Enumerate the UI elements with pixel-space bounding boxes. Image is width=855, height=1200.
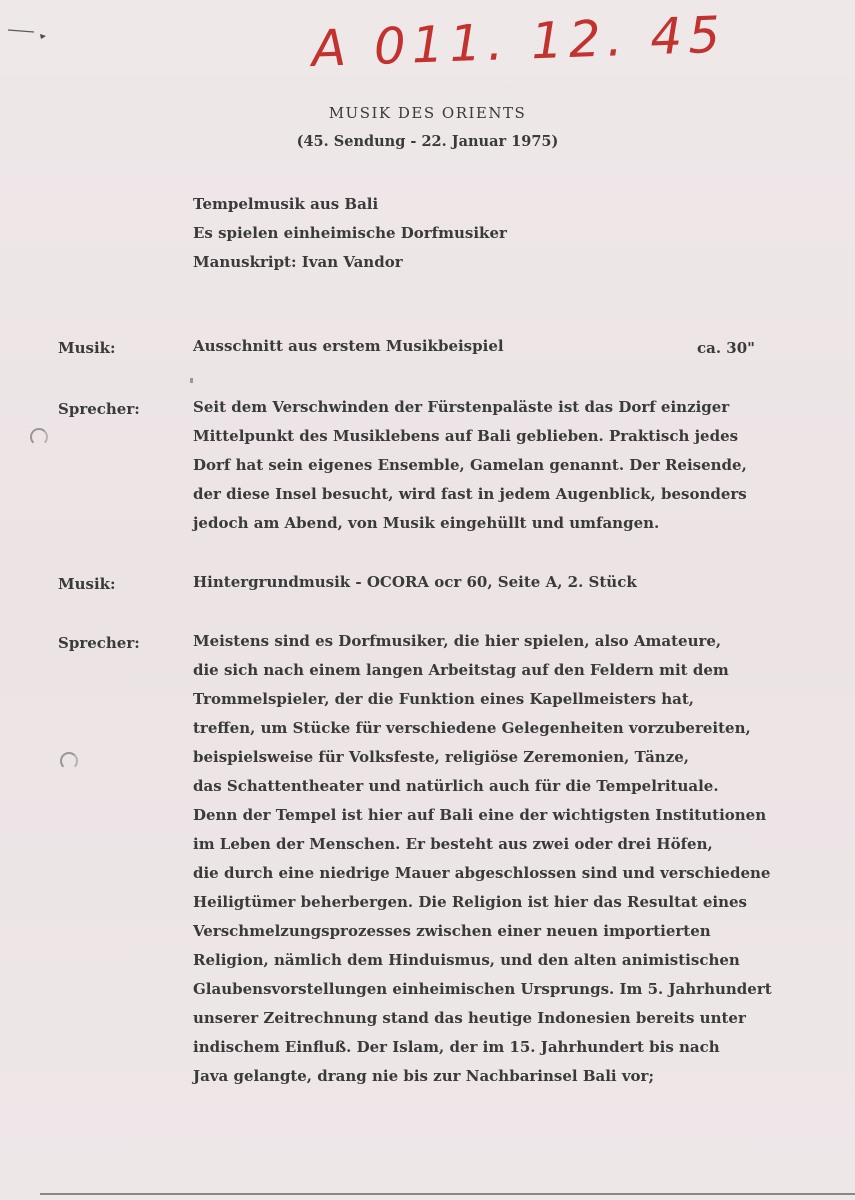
text-line: unserer Zeitrechnung stand das heutige Indonesien bereits unter [193, 1009, 746, 1027]
text-line: im Leben der Menschen. Er besteht aus zwei oder drei Höfen, [193, 835, 713, 853]
text-line: indischem Einfluß. Der Islam, der im 15. Jahrhundert bis nach [193, 1038, 720, 1056]
punch-hole-bottom [60, 752, 78, 770]
intro-line-3: Manuskript: Ivan Vandor [193, 253, 403, 271]
section-label-musik-1: Musik: [58, 339, 116, 357]
text-line: Seit dem Verschwinden der Fürstenpaläste ist das Dorf einziger [193, 398, 730, 416]
corner-mark [6, 22, 46, 42]
section-label-musik-2: Musik: [58, 575, 116, 593]
text-line: die durch eine niedrige Mauer abgeschlossen sind und verschiedene [193, 864, 771, 882]
text-line: Verschmelzungsprozesses zwischen einer neuen importierten [193, 922, 711, 940]
text-line: Denn der Tempel ist hier auf Bali eine der wichtigsten Institutionen [193, 806, 767, 824]
section-text-sprecher-2 [193, 627, 772, 1091]
punch-hole-top [30, 428, 48, 446]
text-line: Religion, nämlich dem Hinduismus, und den alten animistischen [193, 951, 740, 969]
text-line: Ausschnitt aus erstem Musikbeispiel [193, 337, 504, 355]
document-title: MUSIK DES ORIENTS [328, 104, 527, 122]
handwritten-archive-number: A 011. 12. 45 [310, 5, 727, 78]
page-bottom-edge [40, 1193, 855, 1195]
section-text-musik-1 [193, 332, 504, 361]
text-line: Java gelangte, drang nie bis zur Nachbarinsel Bali vor; [193, 1067, 655, 1085]
text-line: Dorf hat sein eigenes Ensemble, Gamelan genannt. Der Reisende, [193, 456, 747, 474]
section-text-musik-2 [193, 568, 637, 597]
document-subtitle: (45. Sendung - 22. Januar 1975) [296, 133, 559, 150]
text-line: treffen, um Stücke für verschiedene Gelegenheiten vorzubereiten, [193, 719, 751, 737]
text-line: Mittelpunkt des Musiklebens auf Bali geblieben. Praktisch jedes [193, 427, 739, 445]
text-line: Hintergrundmusik - OCORA ocr 60, Seite A, 2. Stück [193, 573, 637, 591]
intro-line-2: Es spielen einheimische Dorfmusiker [193, 224, 507, 242]
text-line: Glaubensvorstellungen einheimischen Ursprungs. Im 5. Jahrhundert [193, 980, 772, 998]
section-text-sprecher-1 [193, 393, 747, 538]
section-label-sprecher-2: Sprecher: [58, 634, 140, 652]
section-duration: ca. 30" [697, 339, 755, 357]
section-label-sprecher-1: Sprecher: [58, 400, 140, 418]
text-line: die sich nach einem langen Arbeitstag auf den Feldern mit dem [193, 661, 729, 679]
text-line: Heiligtümer beherbergen. Die Religion ist hier das Resultat eines [193, 893, 748, 911]
text-line: Meistens sind es Dorfmusiker, die hier spielen, also Amateure, [193, 632, 722, 650]
intro-block [193, 190, 507, 277]
text-line: jedoch am Abend, von Musik eingehüllt und umfangen. [193, 514, 660, 532]
intro-line-1: Tempelmusik aus Bali [193, 195, 379, 213]
ink-dot [190, 378, 193, 383]
text-line: das Schattentheater und natürlich auch für die Tempelrituale. [193, 777, 719, 795]
text-line: beispielsweise für Volksfeste, religiöse Zeremonien, Tänze, [193, 748, 689, 766]
text-line: der diese Insel besucht, wird fast in jedem Augenblick, besonders [193, 485, 747, 503]
text-line: Trommelspieler, der die Funktion eines Kapellmeisters hat, [193, 690, 695, 708]
